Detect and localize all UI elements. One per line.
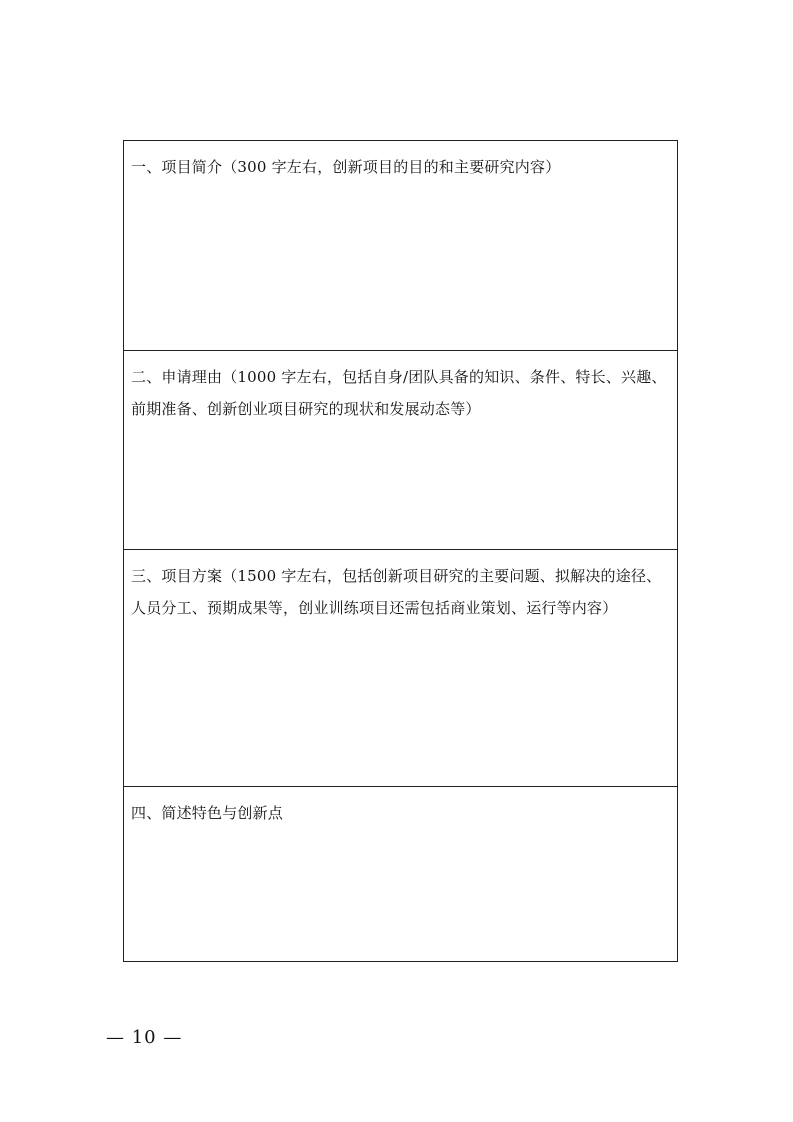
- features-innovation-section[interactable]: [124, 787, 677, 961]
- application-form-table: [123, 140, 678, 962]
- page-number: — 10 —: [106, 1027, 183, 1048]
- features-innovation-prompt: 四、简述特色与创新点: [131, 804, 284, 822]
- project-summary-prompt: 一、项目简介（300 字左右，创新项目的目的和主要研究内容）: [131, 158, 561, 176]
- application-reason-section[interactable]: [124, 351, 677, 550]
- project-plan-section[interactable]: [124, 550, 677, 787]
- project-summary-section[interactable]: [124, 141, 677, 351]
- project-plan-prompt: 三、项目方案（1500 字左右，包括创新项目研究的主要问题、拟解决的途径、人员分工、预期成果等，创业训练项目还需包括商业策划、运行等内容）: [131, 567, 662, 617]
- application-reason-prompt: 二、申请理由（1000 字左右，包括自身/团队具备的知识、条件、特长、兴趣、前期准备、创新创业项目研究的现状和发展动态等）: [131, 368, 667, 418]
